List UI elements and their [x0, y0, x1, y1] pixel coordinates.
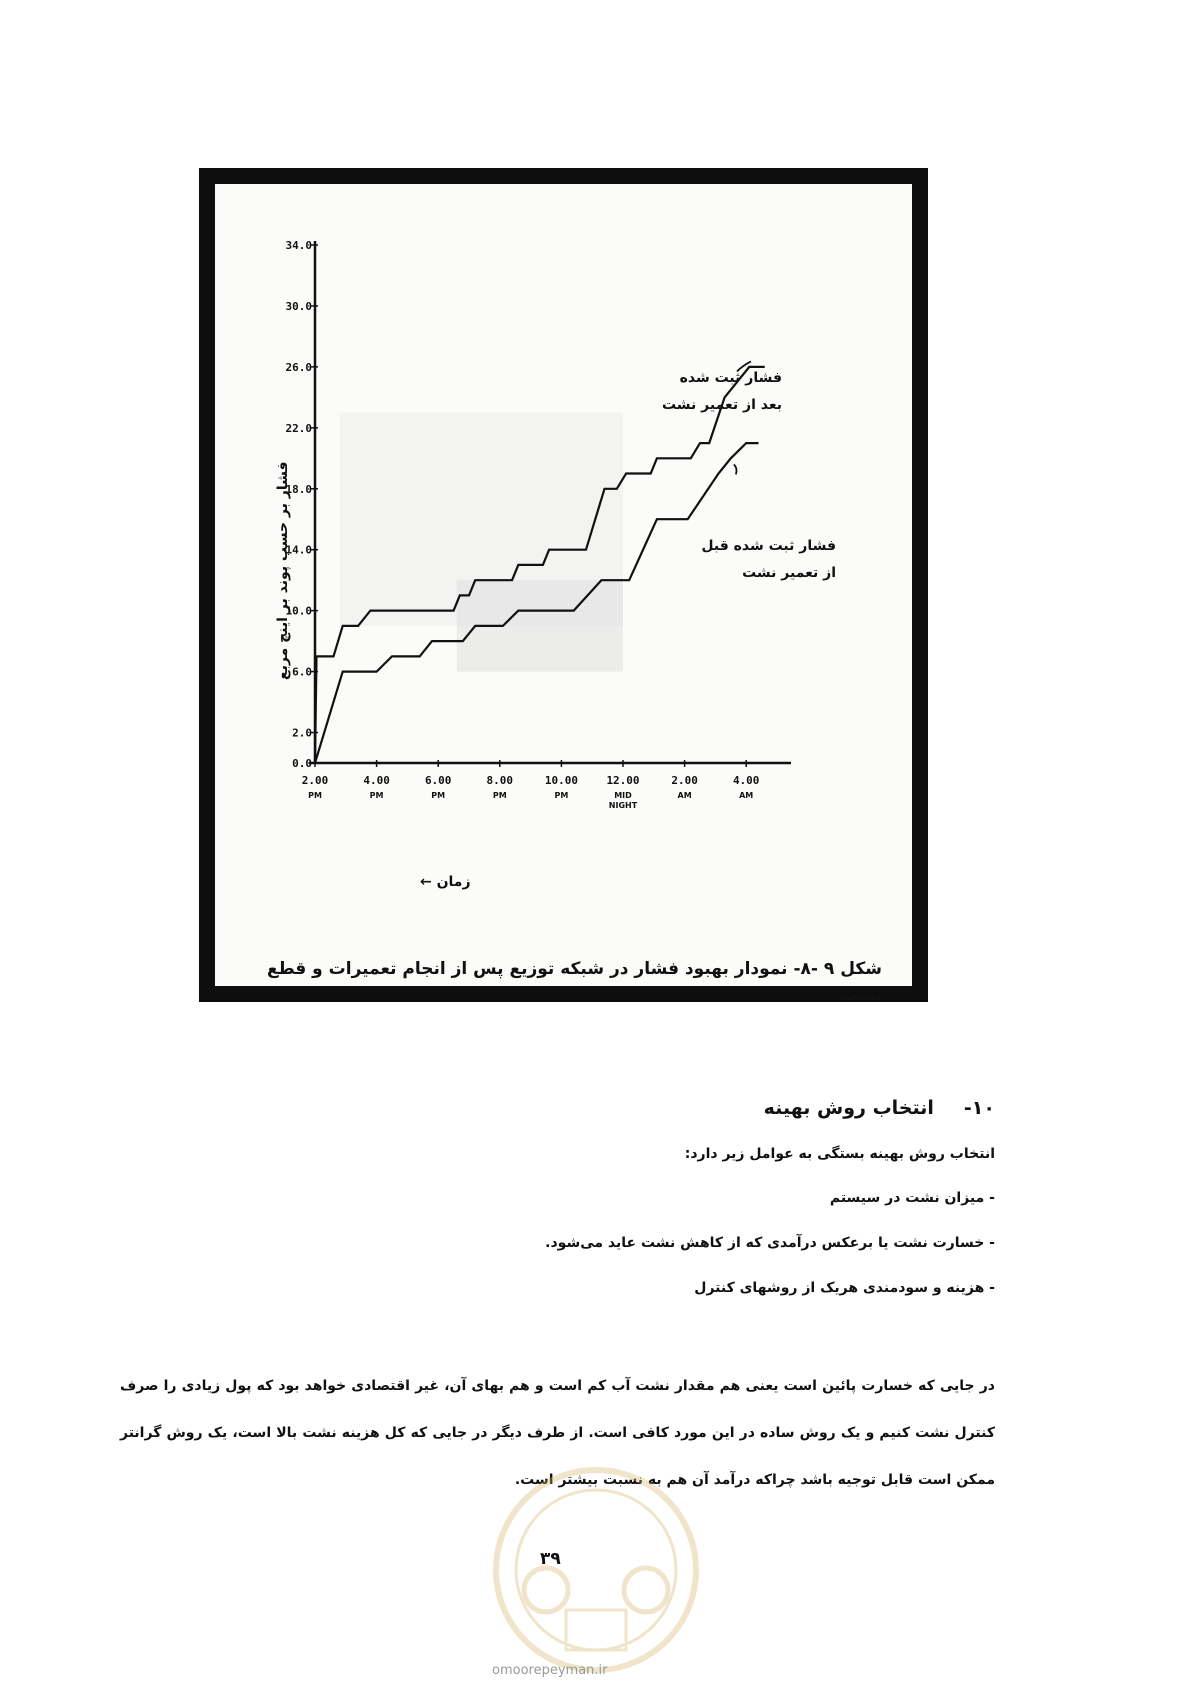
bullet-item: - میزان نشت در سیستم: [829, 1190, 995, 1206]
x-tick-label: 4.00: [732, 774, 760, 787]
y-tick-label: 2.0: [292, 726, 312, 740]
x-tick-label: 10.00: [544, 774, 578, 787]
x-tick-label: 2.00: [301, 774, 329, 787]
x-tick-sublabel: PM: [431, 791, 446, 800]
x-tick-label: 4.00: [363, 774, 390, 787]
leader-before: [734, 464, 737, 474]
section-number: ۱۰-: [963, 1097, 995, 1119]
x-tick-label: 6.00: [424, 774, 452, 787]
x-tick-sublabel: PM: [369, 791, 384, 800]
y-tick-label: 6.0: [292, 665, 312, 679]
figure-frame: [199, 168, 928, 1005]
series-label-before: [701, 533, 836, 587]
x-tick-sublabel: AM: [677, 791, 692, 800]
y-tick-label: 18.0: [285, 482, 312, 496]
y-tick-label: 30.0: [285, 299, 312, 313]
x-tick-sublabel: PM: [308, 791, 322, 800]
x-tick-sublabel: NIGHT: [608, 801, 638, 810]
body-paragraph: در جایی که خسارت پائین است یعنی هم مقدار نشت آب کم است و هم بهای آن، غیر اقتصادی خواهد بود که پول زیادی را صرف کنترل نشت کنیم و یک روش ساده در این مورد کافی است. از طرف دیگر در جایی که کل هزینه نشت بالا است، یک روش گرانتر ممکن است قابل توجیه باشد چراکه درآمد آن هم به نسبت بیشتر است.: [120, 1378, 995, 1488]
section-intro: انتخاب روش بهینه بستگی به عوامل زیر دارد:: [684, 1146, 995, 1162]
series-label-before-line2: از تعمیر نشت: [742, 565, 836, 581]
x-tick-sublabel: AM: [739, 791, 754, 800]
x-tick-sublabel: PM: [492, 791, 507, 800]
y-tick-label: 10.0: [285, 604, 312, 618]
y-tick-label: 26.0: [285, 360, 312, 374]
bullet-item: - خسارت نشت یا برعکس درآمدی که از کاهش نشت عاید می‌شود.: [545, 1235, 995, 1251]
watermark-logo: [486, 1460, 706, 1680]
y-tick-label: 34.0: [285, 239, 312, 252]
y-tick-label: 0.0: [292, 757, 312, 770]
y-axis-label: فشار بر حسب پوند بر اینچ مربع: [275, 461, 291, 680]
y-tick-label: 14.0: [285, 543, 312, 557]
website-watermark: omoorepeyman.ir: [492, 1663, 608, 1678]
x-tick-sublabel: PM: [554, 791, 569, 800]
x-tick-label: 8.00: [486, 774, 514, 787]
series-label-after: [662, 365, 782, 419]
bullet-item: - هزینه و سودمندی هریک از روشهای کنترل: [694, 1280, 995, 1296]
x-tick-sublabel: MID: [614, 791, 632, 800]
section-heading: [764, 1097, 995, 1119]
x-tick-label: 12.00: [606, 774, 640, 787]
series-label-before-line1: فشار ثبت شده قبل: [701, 538, 836, 554]
section-title: انتخاب روش بهینه: [763, 1097, 934, 1119]
series-label-after-line2: بعد از تعمیر نشت: [661, 397, 782, 413]
x-axis-label: زمان ←: [420, 874, 471, 890]
figure-caption: شکل ۹ -۸- نمودار بهبود فشار در شبکه توزیع پس از انجام تعمیرات و قطع نشت: [266, 959, 882, 1005]
y-tick-label: 22.0: [285, 421, 312, 435]
figure-panel: [215, 184, 912, 1005]
series-label-after-line1: فشار ثبت شده: [679, 370, 782, 386]
page-number: ۳۹: [540, 1549, 561, 1569]
x-tick-label: 2.00: [671, 774, 698, 787]
